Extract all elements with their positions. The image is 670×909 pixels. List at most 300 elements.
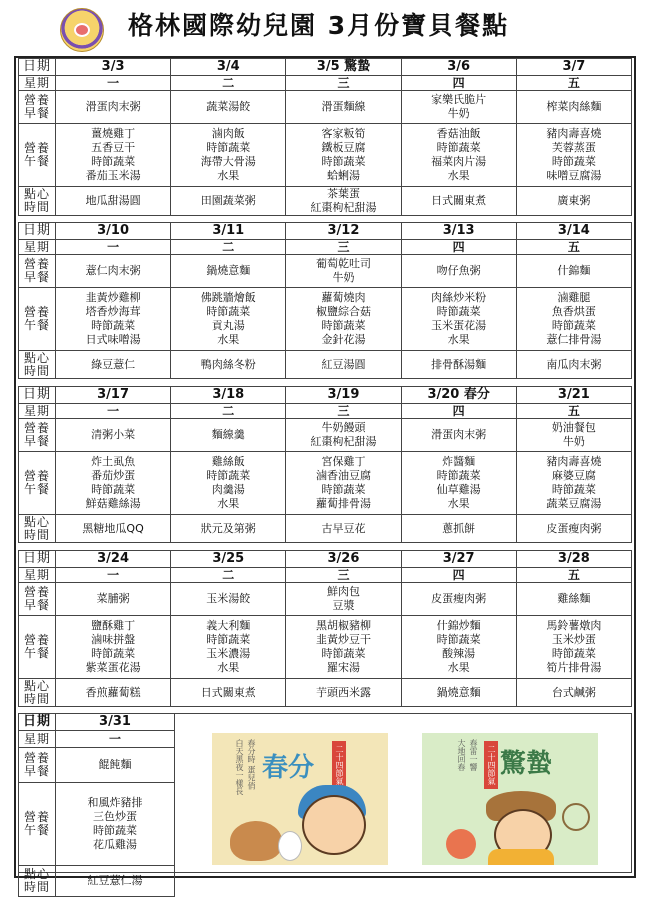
menu-item: 香煎蘿蔔糕 [85, 685, 141, 699]
day-weekday: 四 [401, 568, 516, 583]
lunch-cell [286, 124, 401, 187]
menu-item: 水果 [217, 333, 240, 346]
menu-item: 海帶大骨湯 [200, 155, 256, 168]
breakfast-cell [56, 255, 171, 288]
lunch-cell: 和風炸豬排 三色炒蛋 時節蔬菜 花瓜雞湯 [56, 783, 175, 866]
menu-item: 芙蓉蒸蛋 [551, 141, 596, 154]
week-table [18, 58, 632, 216]
day-date: 3/25 [171, 551, 286, 568]
breakfast-cell [56, 91, 171, 124]
snack-cell [171, 351, 286, 379]
breakfast-label: 營養 早餐 [19, 583, 56, 616]
child-illustration [302, 795, 366, 855]
menu-item: 時節蔬菜 [321, 155, 366, 168]
day-date: 3/5 驚蟄 [286, 59, 401, 76]
menu-item: 芋頭西米露 [315, 685, 371, 699]
menu-item: 滑蛋肉末粥 [431, 428, 487, 441]
day-weekday: 四 [401, 240, 516, 255]
day-date: 3/24 [56, 551, 171, 568]
breakfast-cell [286, 583, 401, 616]
lunch-cell [286, 288, 401, 351]
day-date: 3/17 [56, 387, 171, 404]
breakfast-cell [401, 419, 516, 452]
lunch-row [19, 452, 632, 515]
snack-cell [56, 515, 171, 543]
lunch-label: 營養 午餐 [19, 616, 56, 679]
snack-cell [401, 187, 516, 216]
breakfast-cell [171, 419, 286, 452]
menu-item: 滷肉飯 [211, 127, 245, 140]
day-date: 3/12 [286, 223, 401, 240]
menu-item: 鍋燒意麵 [436, 685, 481, 699]
menu-item: 什錦炒麵 [436, 619, 481, 632]
date-label: 日期 [19, 387, 56, 404]
menu-item: 蘿蔔燒肉 [321, 291, 366, 304]
menu-item: 薏仁排骨湯 [546, 333, 602, 346]
menu-item: 鍋燒意麵 [206, 264, 251, 277]
menu-item: 豆漿 [332, 599, 355, 612]
menu-item: 鐵板豆腐 [321, 141, 366, 154]
day-weekday: 二 [171, 240, 286, 255]
breakfast-cell [171, 255, 286, 288]
menu-item: 番茄玉米湯 [85, 169, 141, 182]
lunch-cell [171, 452, 286, 515]
menu-item: 酸辣湯 [442, 647, 476, 660]
breakfast-cell [401, 583, 516, 616]
day-weekday: 五 [516, 76, 631, 91]
poster-tag: 二十四節氣 [484, 741, 498, 789]
menu-item: 牛奶 [562, 435, 585, 448]
day-weekday: 二 [171, 76, 286, 91]
menu-item: 水果 [447, 661, 470, 674]
date-row [19, 59, 632, 76]
breakfast-cell [286, 91, 401, 124]
day-weekday: 二 [171, 404, 286, 419]
menu-item: 薏仁肉末粥 [85, 264, 141, 277]
menu-item: 塔香炒海茸 [85, 305, 141, 318]
menu-item: 田園蔬菜粥 [200, 194, 256, 207]
lunch-cell [56, 288, 171, 351]
breakfast-cell [56, 419, 171, 452]
lunch-cell [401, 616, 516, 679]
lunch-row [19, 288, 632, 351]
menu-item: 貢丸湯 [211, 319, 245, 332]
lunch-label: 營養 午餐 [19, 452, 56, 515]
lunch-cell [401, 452, 516, 515]
menu-item: 滑蛋肉末粥 [85, 100, 141, 113]
day-weekday: 三 [286, 240, 401, 255]
menu-item: 時節蔬菜 [551, 483, 596, 496]
menu-item: 鮮菇雞絲湯 [85, 497, 141, 510]
menu-item: 蔬菜湯餃 [206, 100, 251, 113]
menu-item: 蔥抓餅 [442, 521, 476, 535]
menu-item: 玉米濃湯 [206, 647, 251, 660]
week-block [18, 58, 632, 216]
snack-cell [56, 351, 171, 379]
breakfast-row [19, 91, 632, 124]
menu-item: 水果 [447, 333, 470, 346]
snack-row [19, 187, 632, 216]
day-weekday: 一 [56, 76, 171, 91]
menu-item: 時節蔬菜 [551, 319, 596, 332]
poster-spring-equinox [212, 733, 388, 865]
day-weekday: 一 [56, 731, 175, 748]
menu-item: 時節蔬菜 [551, 647, 596, 660]
day-weekday: 四 [401, 76, 516, 91]
weekday-label: 星期 [19, 404, 56, 419]
menu-item: 佛跳牆燴飯 [200, 291, 256, 304]
breakfast-cell [286, 255, 401, 288]
menu-item: 什錦麵 [557, 264, 591, 277]
day-date: 3/18 [171, 387, 286, 404]
menu-item: 滷雞腿 [557, 291, 591, 304]
week-block [18, 550, 632, 707]
lunch-label: 營養 午餐 [19, 124, 56, 187]
snack-row [19, 515, 632, 543]
snack-label: 點心 時間 [19, 679, 56, 707]
flower-illustration [446, 829, 476, 859]
day-weekday: 五 [516, 568, 631, 583]
week-table [18, 550, 632, 707]
menu-item: 肉絲炒米粉 [431, 291, 487, 304]
snack-cell [56, 679, 171, 707]
day-weekday: 五 [516, 240, 631, 255]
menu-item: 豬肉壽喜燒 [546, 455, 602, 468]
menu-item: 時節蔬菜 [206, 141, 251, 154]
poster-tag: 二十四節氣 [332, 741, 346, 789]
lunch-cell [171, 124, 286, 187]
menu-item: 筍片排骨湯 [546, 661, 602, 674]
day-date: 3/21 [516, 387, 631, 404]
lunch-cell [286, 616, 401, 679]
menu-item: 時節蔬菜 [436, 633, 481, 646]
menu-item: 時節蔬菜 [91, 319, 136, 332]
menu-item: 奶油餐包 [551, 421, 596, 434]
snack-cell [56, 187, 171, 216]
weekday-label: 星期 [19, 568, 56, 583]
lunch-label: 營養 午餐 [19, 783, 56, 866]
menu-item: 時節蔬菜 [321, 483, 366, 496]
menu-item: 時節蔬菜 [321, 647, 366, 660]
menu-item: 蘿蔔排骨湯 [315, 497, 371, 510]
snack-cell [401, 679, 516, 707]
menu-item: 馬鈴薯燉肉 [546, 619, 602, 632]
snack-cell [401, 515, 516, 543]
day-weekday: 一 [56, 240, 171, 255]
breakfast-label: 營養 早餐 [19, 91, 56, 124]
weekday-label: 星期 [19, 731, 56, 748]
snack-label: 點心 時間 [19, 351, 56, 379]
menu-item: 玉米蛋花湯 [431, 319, 487, 332]
menu-item: 時節蔬菜 [321, 319, 366, 332]
menu-item: 紅棗枸杞甜湯 [310, 435, 377, 448]
menu-item: 滷香油豆腐 [315, 469, 371, 482]
breakfast-label: 營養 早餐 [19, 255, 56, 288]
weekday-label: 星期 [19, 240, 56, 255]
menu-item: 蛤蜊湯 [326, 169, 360, 182]
day-date: 3/7 [516, 59, 631, 76]
day-date: 3/6 [401, 59, 516, 76]
lunch-cell [56, 124, 171, 187]
snack-cell [286, 515, 401, 543]
menu-item: 時節蔬菜 [206, 469, 251, 482]
day-date: 3/27 [401, 551, 516, 568]
day-weekday: 三 [286, 568, 401, 583]
egg-illustration [278, 831, 302, 861]
day-date: 3/31 [56, 714, 175, 731]
menu-item: 廣東粥 [557, 194, 591, 207]
menu-item: 菜脯粥 [96, 592, 130, 605]
menu-item: 時節蔬菜 [551, 155, 596, 168]
menu-item: 排骨酥湯麵 [431, 357, 487, 371]
menu-item: 麵線羹 [211, 428, 245, 441]
menu-item: 雞絲麵 [557, 592, 591, 605]
lunch-cell [516, 452, 631, 515]
breakfast-row [19, 255, 632, 288]
snack-cell [286, 351, 401, 379]
date-label: 日期 [19, 551, 56, 568]
menu-item: 鴨肉絲冬粉 [200, 357, 256, 371]
week-block [18, 386, 632, 543]
day-weekday: 一 [56, 568, 171, 583]
date-row [19, 551, 632, 568]
breakfast-label: 營養 早餐 [19, 748, 56, 783]
lunch-cell [401, 288, 516, 351]
menu-item: 鮮肉包 [326, 585, 360, 598]
menu-item: 水果 [447, 497, 470, 510]
weekday-row [19, 404, 632, 419]
menu-item: 義大利麵 [206, 619, 251, 632]
lunch-cell [56, 452, 171, 515]
breakfast-label: 營養 早餐 [19, 419, 56, 452]
menu-item: 水果 [217, 169, 240, 182]
day-date: 3/3 [56, 59, 171, 76]
lunch-row [19, 124, 632, 187]
snack-label: 點心 時間 [19, 515, 56, 543]
date-row [19, 387, 632, 404]
weekday-row [19, 240, 632, 255]
last-day-table [18, 713, 175, 897]
menu-item: 五香豆干 [91, 141, 136, 154]
menu-item: 綠豆薏仁 [91, 357, 136, 371]
menu-item: 古早豆花 [321, 521, 366, 535]
day-weekday: 三 [286, 76, 401, 91]
lunch-cell [171, 616, 286, 679]
snack-cell [171, 515, 286, 543]
bug-net-illustration [562, 803, 590, 831]
menu-item: 滑蛋麵線 [321, 100, 366, 113]
menu-item: 肉羹湯 [211, 483, 245, 496]
poster-awakening-insects [422, 733, 598, 865]
weekday-row [19, 568, 632, 583]
day-weekday: 三 [286, 404, 401, 419]
breakfast-cell [516, 91, 631, 124]
poster-title: 春分 [262, 753, 315, 783]
menu-item: 玉米炒蛋 [551, 633, 596, 646]
day-weekday: 二 [171, 568, 286, 583]
breakfast-row [19, 583, 632, 616]
menu-item: 豬肉壽喜燒 [546, 127, 602, 140]
lunch-cell [516, 288, 631, 351]
date-label: 日期 [19, 223, 56, 240]
menu-item: 番茄炒蛋 [91, 469, 136, 482]
menu-item: 清粥小菜 [91, 428, 136, 441]
snack-label: 點心 時間 [19, 187, 56, 216]
breakfast-cell [401, 255, 516, 288]
lunch-cell [516, 124, 631, 187]
snack-cell [171, 679, 286, 707]
breakfast-cell [286, 419, 401, 452]
menu-item: 福菜肉片湯 [431, 155, 487, 168]
menu-item: 牛奶饅頭 [321, 421, 366, 434]
day-date: 3/19 [286, 387, 401, 404]
menu-item: 炸醬麵 [442, 455, 476, 468]
menu-item: 薑燒雞丁 [91, 127, 136, 140]
menu-item: 紫菜蛋花湯 [85, 661, 141, 674]
lunch-cell [171, 288, 286, 351]
page-title: 格林國際幼兒園 3月份寶貝餐點 [128, 11, 510, 40]
menu-item: 時節蔬菜 [91, 647, 136, 660]
menu-item: 韭黃炒雞柳 [85, 291, 141, 304]
menu-item: 日式味噌湯 [85, 333, 141, 346]
menu-item: 茶葉蛋 [326, 187, 360, 200]
snack-cell [516, 187, 631, 216]
lunch-cell [286, 452, 401, 515]
breakfast-cell [401, 91, 516, 124]
shirt-illustration [488, 849, 554, 865]
last-day-block [18, 713, 175, 897]
menu-item: 時節蔬菜 [91, 483, 136, 496]
menu-item: 羅宋湯 [326, 661, 360, 674]
breakfast-cell [56, 583, 171, 616]
menu-item: 紅棗枸杞甜湯 [310, 201, 377, 214]
breakfast-cell [171, 91, 286, 124]
menu-item: 雞絲飯 [211, 455, 245, 468]
breakfast-cell [516, 255, 631, 288]
menu-item: 椒鹽綜合菇 [315, 305, 371, 318]
menu-item: 葡萄乾吐司 [315, 257, 371, 270]
week-table [18, 386, 632, 543]
menu-item: 地瓜甜湯圓 [85, 194, 141, 207]
date-row [19, 223, 632, 240]
menu-item: 家樂氏脆片 [431, 93, 487, 106]
day-date: 3/26 [286, 551, 401, 568]
snack-label: 點心 時間 [19, 866, 56, 897]
weekday-row [19, 76, 632, 91]
day-date: 3/20 春分 [401, 387, 516, 404]
snack-cell [516, 679, 631, 707]
menu-item: 黑胡椒豬柳 [315, 619, 371, 632]
lunch-cell [56, 616, 171, 679]
day-weekday: 一 [56, 404, 171, 419]
poster-title: 驚蟄 [500, 749, 553, 779]
poster-subtitle: 白天黑夜一樣長 [235, 739, 244, 795]
menu-item: 黑糖地瓜QQ [82, 521, 144, 535]
menu-item: 水果 [217, 661, 240, 674]
snack-row [19, 679, 632, 707]
menu-item: 時節蔬菜 [206, 305, 251, 318]
header [0, 0, 670, 56]
day-date: 3/4 [171, 59, 286, 76]
menu-item: 皮蛋瘦肉粥 [431, 592, 487, 605]
menu-item: 南瓜肉末粥 [546, 357, 602, 371]
menu-item: 魚香烘蛋 [551, 305, 596, 318]
breakfast-cell [516, 419, 631, 452]
school-logo [60, 8, 104, 52]
day-weekday: 四 [401, 404, 516, 419]
menu-item: 日式關東煮 [431, 194, 487, 207]
menu-item: 吻仔魚粥 [436, 264, 481, 277]
lunch-cell [401, 124, 516, 187]
menu-item: 牛奶 [447, 107, 470, 120]
menu-item: 水果 [217, 497, 240, 510]
menu-item: 日式關東煮 [200, 685, 256, 699]
day-date: 3/14 [516, 223, 631, 240]
breakfast-cell [171, 583, 286, 616]
menu-item: 牛奶 [332, 271, 355, 284]
menu-item: 客家粄筍 [321, 127, 366, 140]
menu-item: 麻婆豆腐 [551, 469, 596, 482]
menu-item: 滷味拼盤 [91, 633, 136, 646]
snack-cell [286, 679, 401, 707]
snack-cell: 紅豆薏仁湯 [56, 866, 175, 897]
date-label: 日期 [19, 714, 56, 731]
weekday-label: 星期 [19, 76, 56, 91]
menu-item: 時節蔬菜 [206, 633, 251, 646]
menu-item: 韭黃炒豆干 [315, 633, 371, 646]
menu-item: 玉米湯餃 [206, 592, 251, 605]
snack-cell [171, 187, 286, 216]
snack-cell [516, 515, 631, 543]
day-date: 3/28 [516, 551, 631, 568]
poster-subtitle: 春雷一響 [469, 739, 478, 771]
dog-illustration [230, 821, 282, 861]
week-block [18, 222, 632, 379]
day-date: 3/13 [401, 223, 516, 240]
lunch-label: 營養 午餐 [19, 288, 56, 351]
menu-item: 金針花湯 [321, 333, 366, 346]
menu-item: 蔬菜豆腐湯 [546, 497, 602, 510]
menu-item: 時節蔬菜 [436, 141, 481, 154]
menu-item: 味噌豆腐湯 [546, 169, 602, 182]
menu-item: 時節蔬菜 [436, 305, 481, 318]
menu-item: 時節蔬菜 [436, 469, 481, 482]
day-weekday: 五 [516, 404, 631, 419]
lunch-cell [516, 616, 631, 679]
menu-item: 炸土虱魚 [91, 455, 136, 468]
snack-cell [401, 351, 516, 379]
week-table [18, 222, 632, 379]
menu-item: 鹽酥雞丁 [91, 619, 136, 632]
menu-item: 宮保雞丁 [321, 455, 366, 468]
snack-cell [516, 351, 631, 379]
day-date: 3/10 [56, 223, 171, 240]
snack-row [19, 351, 632, 379]
menu-item: 台式鹹粥 [551, 685, 596, 699]
menu-item: 時節蔬菜 [91, 155, 136, 168]
breakfast-cell [516, 583, 631, 616]
poster-subtitle: 大地回春 [457, 739, 466, 771]
menu-item: 紅豆湯圓 [321, 357, 366, 371]
menu-item: 榨菜肉絲麵 [546, 100, 602, 113]
day-date: 3/11 [171, 223, 286, 240]
snack-cell [286, 187, 401, 216]
breakfast-row [19, 419, 632, 452]
menu-item: 水果 [447, 169, 470, 182]
breakfast-cell: 餛飩麵 [56, 748, 175, 783]
menu-item: 狀元及第粥 [200, 521, 256, 535]
menu-item: 皮蛋瘦肉粥 [546, 521, 602, 535]
